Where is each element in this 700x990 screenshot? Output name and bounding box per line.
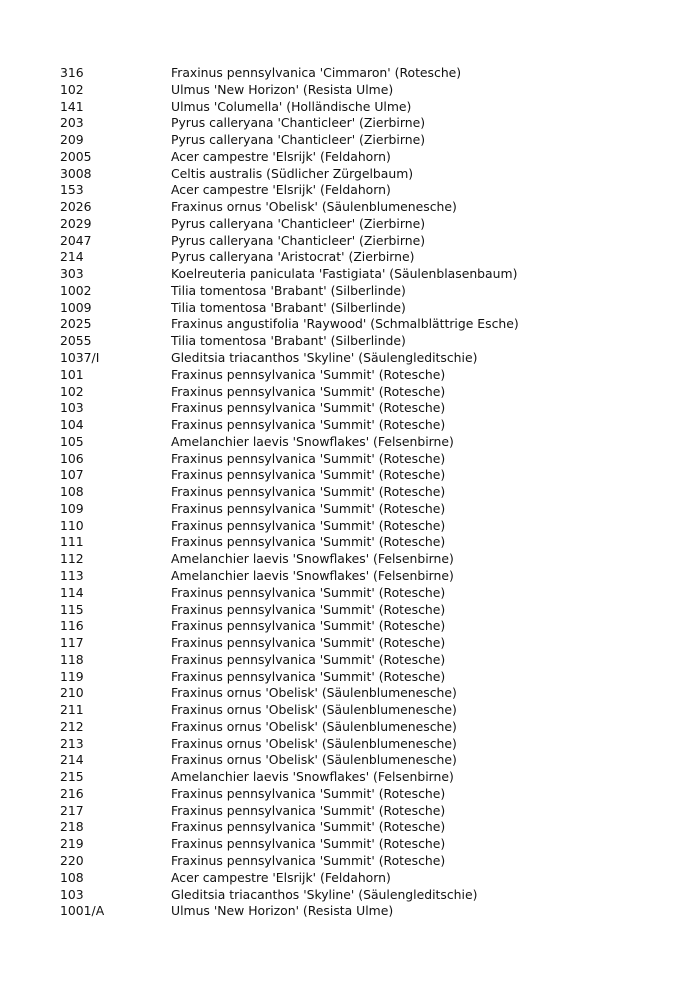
tree-species-name: Celtis australis (Südlicher Zürgelbaum) — [171, 165, 414, 181]
table-row — [60, 518, 660, 535]
tree-id: 218 — [60, 819, 84, 835]
table-row — [60, 501, 660, 518]
tree-species-name: Amelanchier laevis 'Snowflakes' (Felsenbirne) — [171, 769, 454, 785]
tree-id: 111 — [60, 534, 84, 550]
table-row — [60, 249, 660, 266]
tree-species-name: Acer campestre 'Elsrijk' (Feldahorn) — [171, 148, 391, 164]
tree-id: 101 — [60, 366, 84, 382]
tree-id: 2055 — [60, 333, 92, 349]
tree-species-name: Pyrus calleryana 'Chanticleer' (Zierbirne) — [171, 232, 426, 248]
tree-species-name: Fraxinus pennsylvanica 'Summit' (Rotesche) — [171, 400, 446, 416]
tree-species-name: Fraxinus pennsylvanica 'Summit' (Rotesche) — [171, 852, 446, 868]
table-row — [60, 534, 660, 551]
table-row — [60, 367, 660, 384]
tree-id: 3008 — [60, 165, 92, 181]
tree-id: 105 — [60, 433, 84, 449]
table-row — [60, 82, 660, 99]
table-row — [60, 769, 660, 786]
tree-id: 115 — [60, 601, 84, 617]
table-row — [60, 384, 660, 401]
table-row — [60, 568, 660, 585]
tree-id: 116 — [60, 618, 84, 634]
tree-species-name: Pyrus calleryana 'Aristocrat' (Zierbirne) — [171, 249, 415, 265]
tree-id: 118 — [60, 651, 84, 667]
table-row — [60, 65, 660, 82]
table-row — [60, 618, 660, 635]
table-row — [60, 887, 660, 904]
tree-species-name: Fraxinus pennsylvanica 'Summit' (Rotesche) — [171, 601, 446, 617]
table-row — [60, 451, 660, 468]
tree-species-name: Tilia tomentosa 'Brabant' (Silberlinde) — [171, 282, 406, 298]
tree-id: 2005 — [60, 148, 92, 164]
table-row — [60, 199, 660, 216]
table-row — [60, 333, 660, 350]
tree-species-name: Fraxinus ornus 'Obelisk' (Säulenblumenesche) — [171, 199, 457, 215]
tree-id: 107 — [60, 467, 84, 483]
tree-species-name: Fraxinus pennsylvanica 'Summit' (Rotesche) — [171, 785, 446, 801]
tree-id: 103 — [60, 886, 84, 902]
tree-species-name: Fraxinus pennsylvanica 'Summit' (Rotesche) — [171, 584, 446, 600]
table-row — [60, 216, 660, 233]
table-row — [60, 803, 660, 820]
tree-species-name: Fraxinus pennsylvanica 'Summit' (Rotesche) — [171, 517, 446, 533]
tree-species-name: Fraxinus pennsylvanica 'Summit' (Rotesche) — [171, 819, 446, 835]
table-row — [60, 819, 660, 836]
table-row — [60, 400, 660, 417]
table-row — [60, 652, 660, 669]
table-row — [60, 551, 660, 568]
tree-list — [60, 65, 660, 920]
table-row — [60, 233, 660, 250]
table-row — [60, 602, 660, 619]
table-row — [60, 149, 660, 166]
table-row — [60, 752, 660, 769]
tree-species-name: Acer campestre 'Elsrijk' (Feldahorn) — [171, 869, 391, 885]
table-row — [60, 836, 660, 853]
tree-species-name: Fraxinus pennsylvanica 'Summit' (Rotesche) — [171, 802, 446, 818]
tree-id: 2047 — [60, 232, 92, 248]
tree-species-name: Ulmus 'New Horizon' (Resista Ulme) — [171, 81, 394, 97]
table-row — [60, 585, 660, 602]
tree-id: 213 — [60, 735, 84, 751]
table-row — [60, 182, 660, 199]
tree-id: 102 — [60, 81, 84, 97]
table-row — [60, 115, 660, 132]
table-row — [60, 736, 660, 753]
tree-species-name: Fraxinus ornus 'Obelisk' (Säulenblumenesche) — [171, 685, 457, 701]
tree-id: 214 — [60, 249, 84, 265]
tree-species-name: Pyrus calleryana 'Chanticleer' (Zierbirne) — [171, 132, 426, 148]
table-row — [60, 786, 660, 803]
tree-id: 112 — [60, 551, 84, 567]
tree-species-name: Fraxinus pennsylvanica 'Summit' (Rotesche) — [171, 618, 446, 634]
tree-species-name: Fraxinus ornus 'Obelisk' (Säulenblumenesche) — [171, 702, 457, 718]
tree-species-name: Koelreuteria paniculata 'Fastigiata' (Säulenblasenbaum) — [171, 266, 518, 282]
tree-id: 2026 — [60, 199, 92, 215]
tree-id: 217 — [60, 802, 84, 818]
tree-id: 1002 — [60, 282, 92, 298]
tree-id: 153 — [60, 182, 84, 198]
table-row — [60, 484, 660, 501]
tree-species-name: Fraxinus pennsylvanica 'Summit' (Rotesche) — [171, 500, 446, 516]
tree-species-name: Pyrus calleryana 'Chanticleer' (Zierbirne) — [171, 115, 426, 131]
tree-species-name: Fraxinus pennsylvanica 'Summit' (Rotesche) — [171, 651, 446, 667]
tree-id: 2025 — [60, 316, 92, 332]
tree-species-name: Pyrus calleryana 'Chanticleer' (Zierbirne) — [171, 215, 426, 231]
tree-id: 2029 — [60, 215, 92, 231]
table-row — [60, 903, 660, 920]
tree-species-name: Fraxinus ornus 'Obelisk' (Säulenblumenesche) — [171, 718, 457, 734]
table-row — [60, 417, 660, 434]
tree-id: 303 — [60, 266, 84, 282]
tree-species-name: Fraxinus ornus 'Obelisk' (Säulenblumenesche) — [171, 752, 457, 768]
tree-id: 108 — [60, 484, 84, 500]
table-row — [60, 702, 660, 719]
tree-species-name: Tilia tomentosa 'Brabant' (Silberlinde) — [171, 333, 406, 349]
tree-species-name: Ulmus 'Columella' (Holländische Ulme) — [171, 98, 412, 114]
tree-species-name: Acer campestre 'Elsrijk' (Feldahorn) — [171, 182, 391, 198]
tree-species-name: Amelanchier laevis 'Snowflakes' (Felsenbirne) — [171, 433, 454, 449]
tree-id: 141 — [60, 98, 84, 114]
table-row — [60, 132, 660, 149]
tree-species-name: Fraxinus angustifolia 'Raywood' (Schmalblättrige Esche) — [171, 316, 519, 332]
tree-id: 209 — [60, 132, 84, 148]
table-row — [60, 99, 660, 116]
tree-species-name: Fraxinus pennsylvanica 'Cimmaron' (Rotesche) — [171, 65, 462, 80]
tree-id: 103 — [60, 400, 84, 416]
tree-species-name: Fraxinus ornus 'Obelisk' (Säulenblumenesche) — [171, 735, 457, 751]
tree-id: 102 — [60, 383, 84, 399]
tree-species-name: Fraxinus pennsylvanica 'Summit' (Rotesche) — [171, 836, 446, 852]
tree-species-name: Fraxinus pennsylvanica 'Summit' (Rotesche) — [171, 366, 446, 382]
tree-species-name: Amelanchier laevis 'Snowflakes' (Felsenbirne) — [171, 567, 454, 583]
tree-id: 1001/A — [60, 903, 105, 919]
tree-id: 219 — [60, 836, 84, 852]
tree-species-name: Fraxinus pennsylvanica 'Summit' (Rotesche) — [171, 467, 446, 483]
tree-id: 214 — [60, 752, 84, 768]
tree-id: 113 — [60, 567, 84, 583]
tree-species-name: Fraxinus pennsylvanica 'Summit' (Rotesche) — [171, 484, 446, 500]
tree-id: 117 — [60, 635, 84, 651]
table-row — [60, 467, 660, 484]
tree-id: 203 — [60, 115, 84, 131]
table-row — [60, 166, 660, 183]
table-row — [60, 635, 660, 652]
tree-species-name: Ulmus 'New Horizon' (Resista Ulme) — [171, 903, 394, 919]
table-row — [60, 669, 660, 686]
tree-id: 1009 — [60, 299, 92, 315]
table-row — [60, 434, 660, 451]
tree-id: 216 — [60, 785, 84, 801]
tree-id: 104 — [60, 417, 84, 433]
table-row — [60, 685, 660, 702]
tree-species-name: Fraxinus pennsylvanica 'Summit' (Rotesche) — [171, 417, 446, 433]
table-row — [60, 870, 660, 887]
tree-id: 110 — [60, 517, 84, 533]
tree-species-name: Amelanchier laevis 'Snowflakes' (Felsenbirne) — [171, 551, 454, 567]
table-row — [60, 316, 660, 333]
tree-id: 119 — [60, 668, 84, 684]
tree-species-name: Tilia tomentosa 'Brabant' (Silberlinde) — [171, 299, 406, 315]
tree-id: 212 — [60, 718, 84, 734]
tree-species-name: Fraxinus pennsylvanica 'Summit' (Rotesche) — [171, 450, 446, 466]
table-row — [60, 719, 660, 736]
table-row — [60, 300, 660, 317]
tree-species-name: Fraxinus pennsylvanica 'Summit' (Rotesche) — [171, 668, 446, 684]
table-row — [60, 853, 660, 870]
tree-species-name: Fraxinus pennsylvanica 'Summit' (Rotesche) — [171, 635, 446, 651]
tree-species-name: Gleditsia triacanthos 'Skyline' (Säulengleditschie) — [171, 886, 478, 902]
tree-id: 106 — [60, 450, 84, 466]
tree-id: 215 — [60, 769, 84, 785]
table-row — [60, 266, 660, 283]
tree-species-name: Fraxinus pennsylvanica 'Summit' (Rotesche) — [171, 534, 446, 550]
tree-id: 1037/I — [60, 350, 100, 366]
tree-id: 316 — [60, 65, 84, 80]
tree-species-name: Fraxinus pennsylvanica 'Summit' (Rotesche) — [171, 383, 446, 399]
tree-id: 210 — [60, 685, 84, 701]
tree-id: 114 — [60, 584, 84, 600]
table-row — [60, 350, 660, 367]
tree-id: 109 — [60, 500, 84, 516]
tree-id: 108 — [60, 869, 84, 885]
tree-id: 220 — [60, 852, 84, 868]
table-row — [60, 283, 660, 300]
tree-species-name: Gleditsia triacanthos 'Skyline' (Säulengleditschie) — [171, 350, 478, 366]
tree-id: 211 — [60, 702, 84, 718]
